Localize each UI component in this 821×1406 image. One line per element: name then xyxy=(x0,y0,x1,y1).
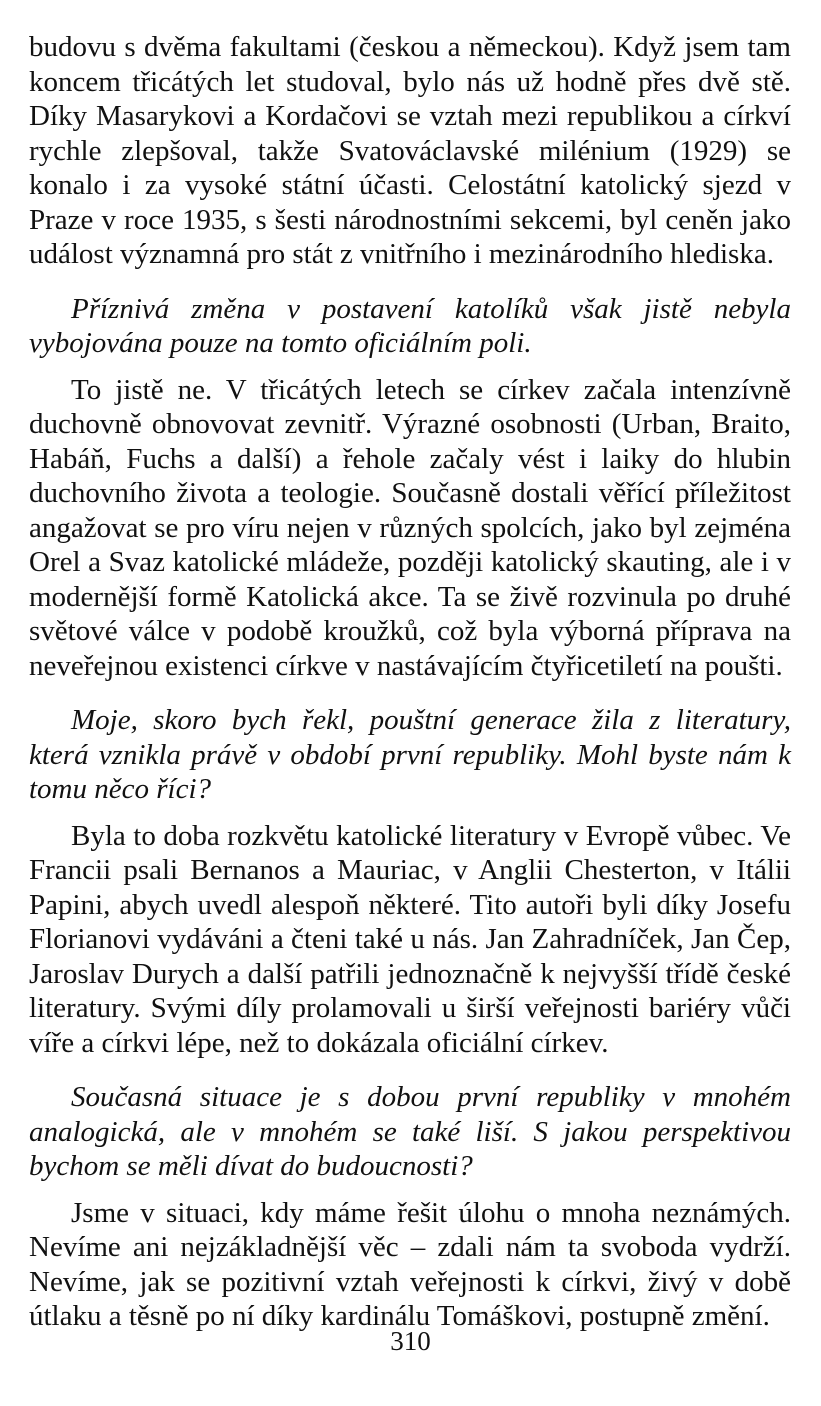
page-number: 310 xyxy=(390,1326,431,1356)
interview-question: Příznivá změna v postavení katolíků však jistě nebyla vybojována pouze na tomto oficiálním poli. xyxy=(29,292,791,359)
answer-paragraph: To jistě ne. V třicátých letech se církev začala intenzívně duchovně obnovovat zevnitř. Výrazné osobnosti (Urban, Braito, Habáň, Fuchs a další) a řehole začaly vést i laiky do hlubin duchovního života a teologie. Současně dostali věřící příležitost angažovat se pro víru nejen v různých spolcích, jako byl zejména Orel a Svaz katolické mládeže, později katolický skauting, ale i v modernější formě Katolická akce. Ta se živě rozvinula po druhé světové válce v podobě kroužků, což byla výborná příprava na neveřejnou existenci církve v nastávajícím čtyřicetiletí na poušti. xyxy=(29,373,791,682)
interview-question: Současná situace je s dobou první republiky v mnohém analogická, ale v mnohém se také liší. S jakou perspektivou bychom se měli dívat do budoucnosti? xyxy=(29,1081,791,1182)
answer-paragraph-continued: budovu s dvěma fakultami (českou a německou). Když jsem tam koncem třicátých let studoval, bylo nás už hodně přes dvě stě. Díky Masarykovi a Kordačovi se vztah mezi republikou a církví rychle zlepšoval, takže Svatováclavské milénium (1929) se konalo i za vysoké státní účasti. Celostátní katolický sjezd v Praze v roce 1935, s šesti národnostními sekcemi, byl ceněn jako událost významná pro stát z vnitřního i mezinárodního hlediska. xyxy=(29,31,791,270)
interview-question: Moje, skoro bych řekl, pouštní generace žila z literatury, která vznikla právě v období první republiky. Mohl byste nám k tomu něco říci? xyxy=(29,704,791,805)
book-page-text xyxy=(29,30,791,1334)
answer-paragraph: Jsme v situaci, kdy máme řešit úlohu o mnoha neznámých. Nevíme ani nejzákladnější věc – zdali nám ta svoboda vydrží. Nevíme, jak se pozitivní vztah veřejnosti k církvi, živý v době útlaku a těsně po ní díky kardinálu Tomáškovi, postupně změní. xyxy=(29,1196,791,1332)
answer-paragraph: Byla to doba rozkvětu katolické literatury v Evropě vůbec. Ve Francii psali Bernanos a Mauriac, v Anglii Chesterton, v Itálii Papini, abych uvedl alespoň některé. Tito autoři byli díky Josefu Florianovi vydáváni a čteni také u nás. Jan Zahradníček, Jan Čep, Jaroslav Durych a další patřili jednoznačně k nejvyšší třídě české literatury. Svými díly prolamovali u širší veřejnosti bariéry vůči víře a církvi lépe, než to dokázala oficiální církev. xyxy=(29,819,791,1059)
